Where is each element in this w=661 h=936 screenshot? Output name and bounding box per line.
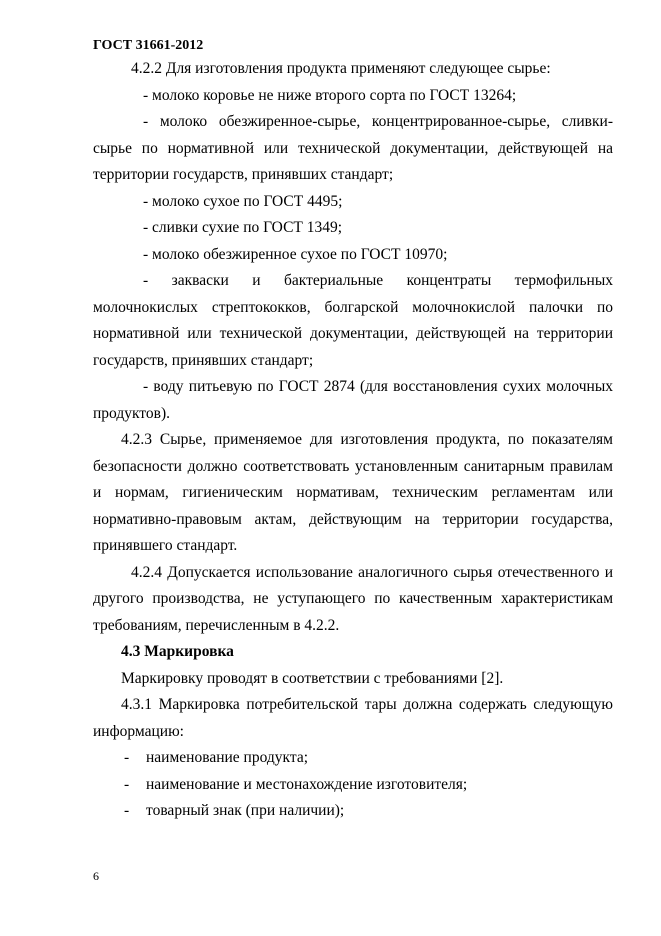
list-item: - молоко сухое по ГОСТ 4495; xyxy=(143,192,343,210)
list-item: - воду питьевую по ГОСТ 2874 (для восстановления сухих молочных продуктов). xyxy=(93,378,613,422)
paragraph-4-3-intro: Маркировку проводят в соответствии с требованиями [2]. xyxy=(121,669,504,687)
document-body xyxy=(93,56,613,825)
list-item-text: товарный знак (при наличии); xyxy=(146,802,345,819)
list-item xyxy=(93,745,613,772)
list-item: - сливки сухие по ГОСТ 1349; xyxy=(143,219,343,236)
list-item: - молоко обезжиренное-сырье, концентрированное-сырье, сливки-сырье по нормативной или технической документации, действующей на территории государств, принявших стандарт; xyxy=(93,113,613,183)
list-item-text: наименование и местонахождение изготовителя; xyxy=(146,775,468,793)
document-header: ГОСТ 31661-2012 xyxy=(93,38,204,53)
paragraph-4-2-4: 4.2.4 Допускается использование аналогичного сырья отечественного и другого производства, не уступающего по качественным характеристикам требованиям, перечисленным в 4.2.2. xyxy=(93,563,613,634)
list-item: - молоко коровье не ниже второго сорта по ГОСТ 13264; xyxy=(143,86,517,104)
list-marker: - xyxy=(124,749,130,766)
list-item-text: наименование продукта; xyxy=(146,749,309,766)
list-item: - закваски и бактериальные концентраты термофильных молочнокислых стрептококков, болгарской молочнокислой палочки по нормативной или технической документации, действующей на территории государств, принявших стандарт; xyxy=(93,272,613,369)
page-number: 6 xyxy=(93,869,99,883)
section-title-4-3: 4.3 Маркировка xyxy=(121,643,234,660)
list-item xyxy=(93,772,613,799)
paragraph-4-2-2-intro: 4.2.2 Для изготовления продукта применяют следующее сырье: xyxy=(131,60,551,77)
list-marker: - xyxy=(124,802,130,819)
paragraph-4-2-3: 4.2.3 Сырье, применяемое для изготовления продукта, по показателям безопасности должно соответствовать установленным санитарным правилам и нормам, гигиеническим нормативам, техническим регламентам или нормативно-правовым актам, действующим на территории государства, принявшего стандарт. xyxy=(93,431,613,554)
list-item xyxy=(93,798,613,825)
list-marker: - xyxy=(124,775,130,793)
list-item: - молоко обезжиренное сухое по ГОСТ 10970; xyxy=(143,245,448,263)
paragraph-4-3-1: 4.3.1 Маркировка потребительской тары должна содержать следующую информацию: xyxy=(93,696,613,740)
